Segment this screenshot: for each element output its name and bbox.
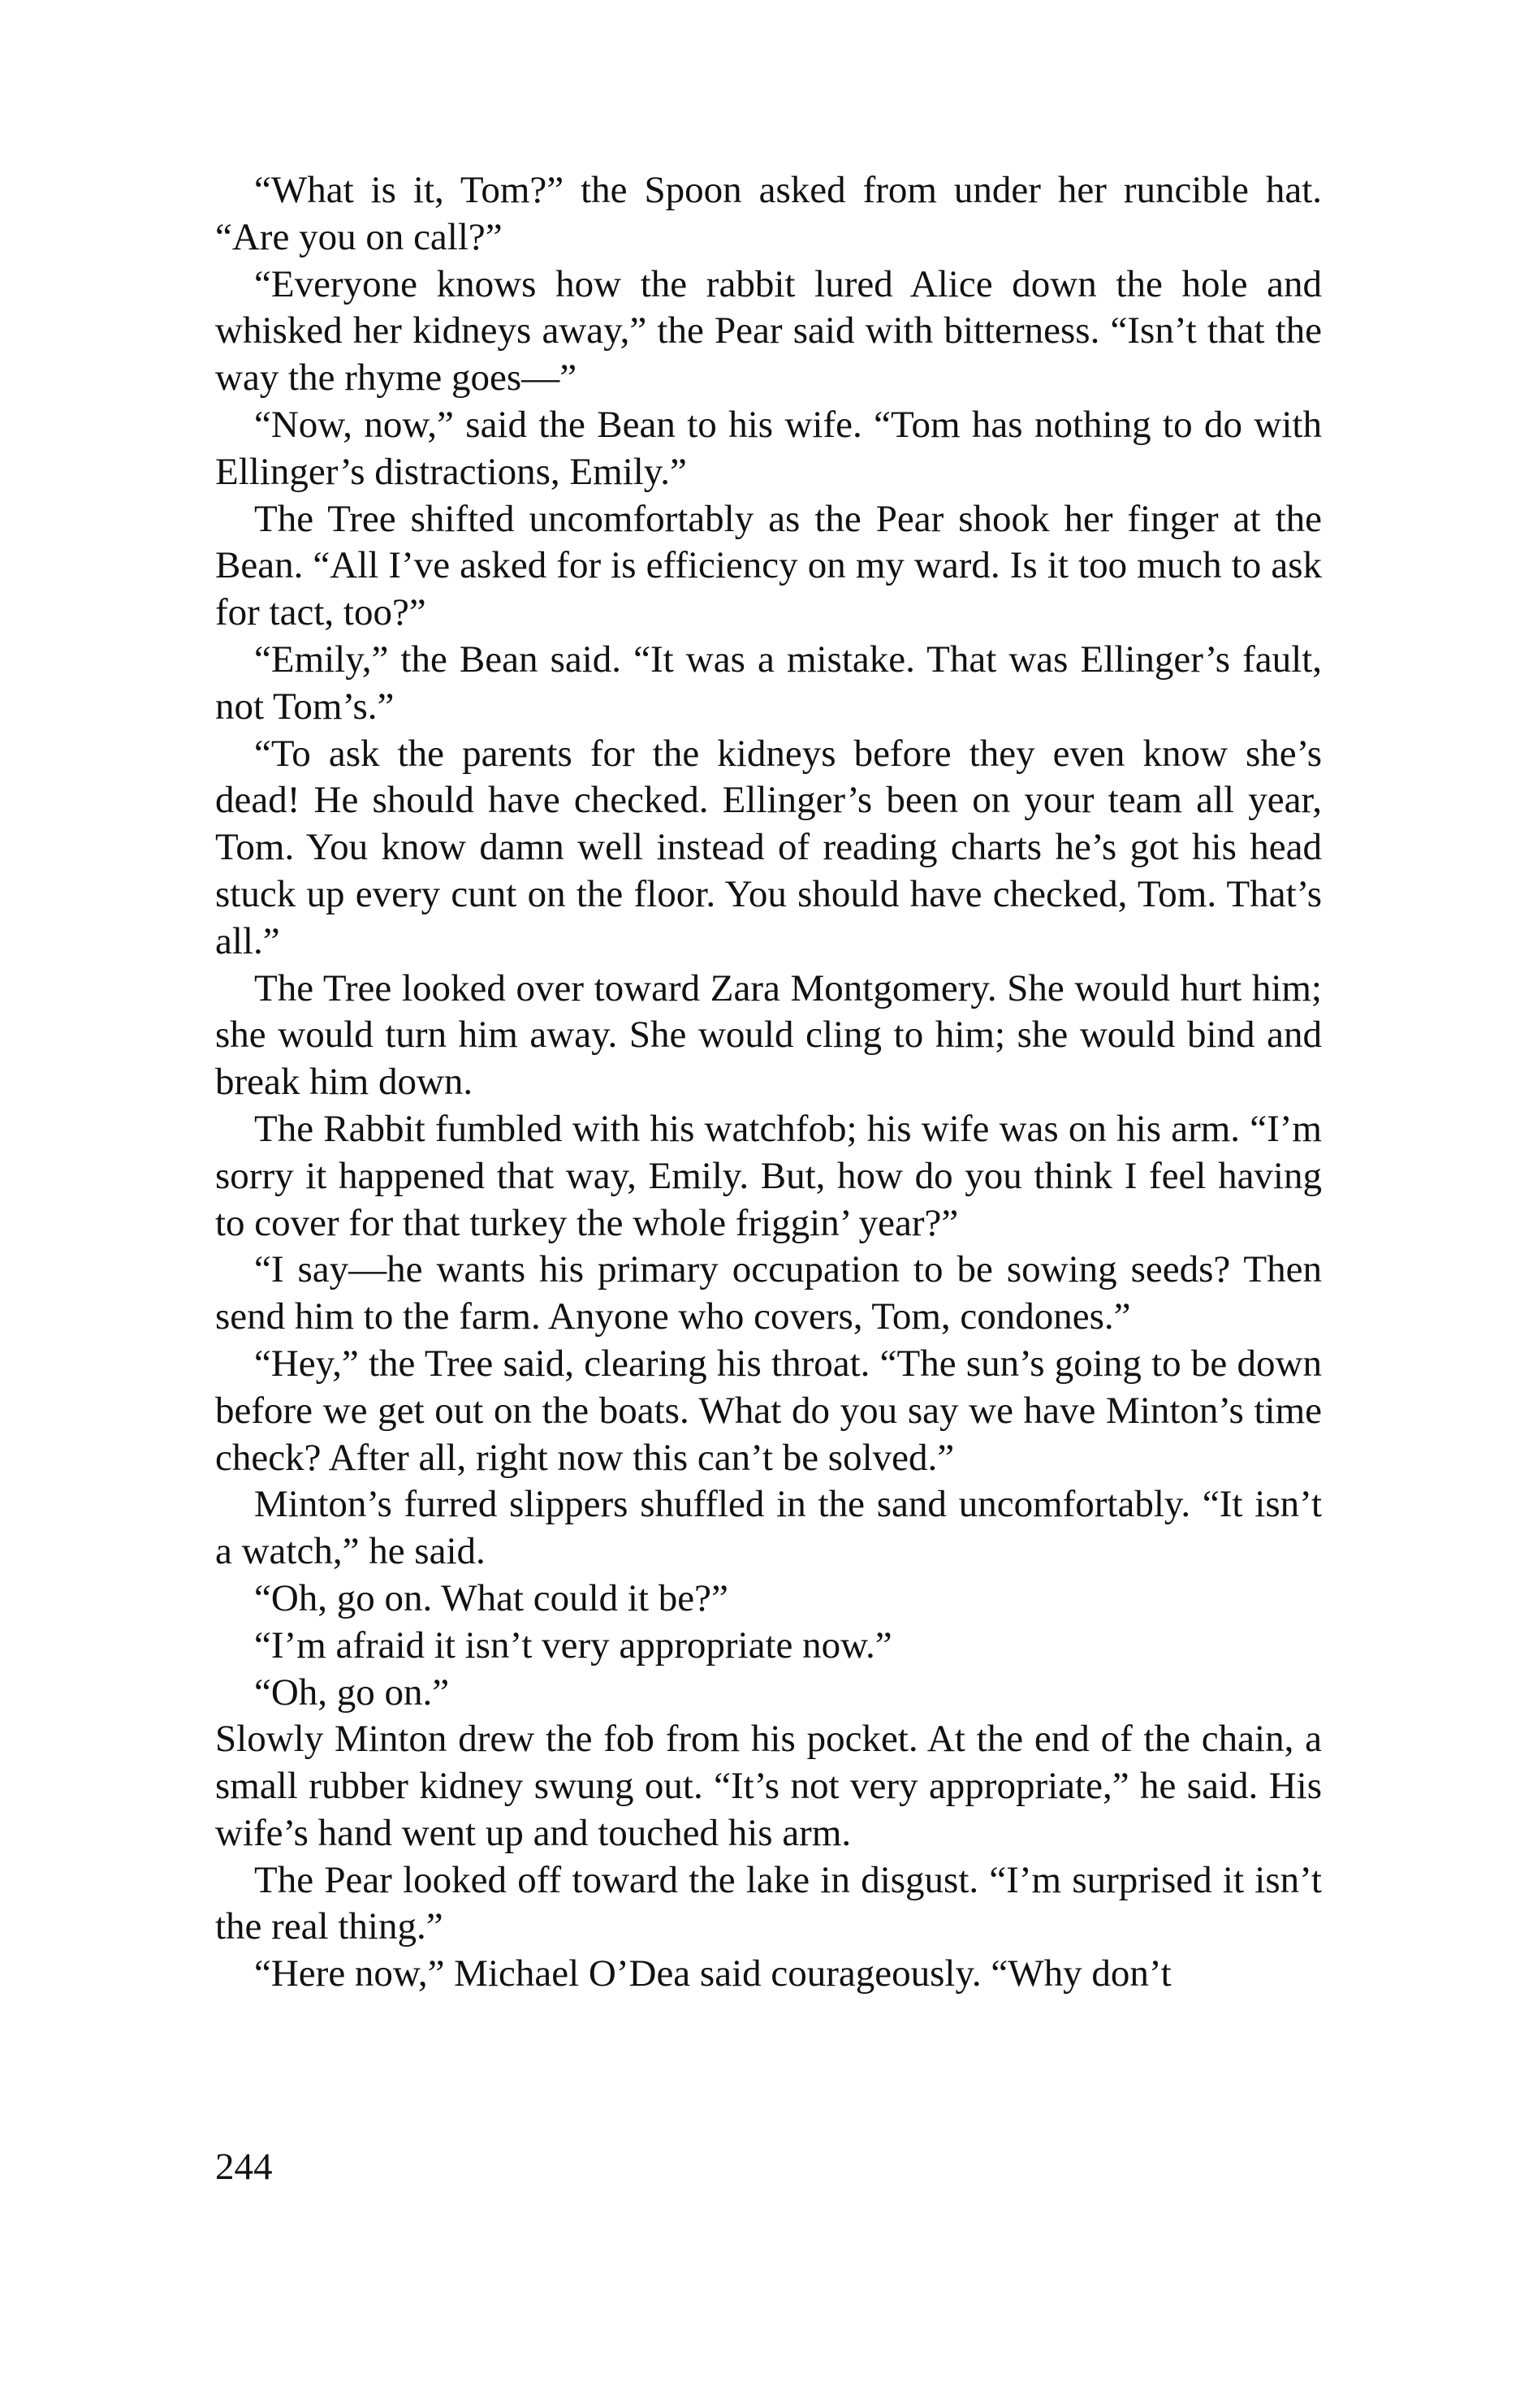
page-number: 244 xyxy=(215,2146,273,2188)
paragraph: “Hey,” the Tree said, clearing his throat. “The sun’s going to be down before we get out on the boats. What do you say we have Minton’s time check? After all, right now this can’t be solved.” xyxy=(215,1342,1322,1479)
paragraph: “Now, now,” said the Bean to his wife. “Tom has nothing to do with Ellinger’s distractions, Emily.” xyxy=(215,403,1322,493)
paragraph: The Rabbit fumbled with his watchfob; his wife was on his arm. “I’m sorry it happened that way, Emily. But, how do you think I feel having to cover for that turkey the whole friggin’ year?” xyxy=(215,1107,1322,1244)
paragraph: “To ask the parents for the kidneys before they even know she’s dead! He should have checked. Ellinger’s been on your team all year, Tom. You know damn well instead of reading charts he’s got his head stuck up every cunt on the floor. You should have checked, Tom. That’s all.” xyxy=(215,732,1322,962)
body-text xyxy=(215,167,1322,1998)
paragraph: The Tree looked over toward Zara Montgomery. She would hurt him; she would turn him away. She would cling to him; she would bind and break him down. xyxy=(215,966,1322,1104)
paragraph: The Tree shifted uncomfortably as the Pear shook her finger at the Bean. “All I’ve asked for is efficiency on my ward. Is it too much to ask for tact, too?” xyxy=(215,497,1322,634)
paragraph: “Here now,” Michael O’Dea said courageously. “Why don’t xyxy=(254,1952,1172,1995)
paragraph: “Oh, go on.” xyxy=(254,1671,450,1714)
paragraph: Minton’s furred slippers shuffled in the sand uncomfortably. “It isn’t a watch,” he said. xyxy=(215,1483,1322,1573)
paragraph: “Oh, go on. What could it be?” xyxy=(254,1576,728,1619)
paragraph: “What is it, Tom?” the Spoon asked from under her runcible hat. “Are you on call?” xyxy=(215,169,1322,258)
paragraph: “Emily,” the Bean said. “It was a mistake. That was Ellinger’s fault, not Tom’s.” xyxy=(215,638,1322,728)
paragraph: “Everyone knows how the rabbit lured Alice down the hole and whisked her kidneys away,” the Pear said with bitterness. “Isn’t that the way the rhyme goes—” xyxy=(215,262,1322,400)
paragraph: Slowly Minton drew the fob from his pocket. At the end of the chain, a small rubber kidney swung out. “It’s not very appropriate,” he said. His wife’s hand went up and touched his arm. xyxy=(215,1718,1322,1854)
paragraph: “I say—he wants his primary occupation to be sowing seeds? Then send him to the farm. Anyone who covers, Tom, condones.” xyxy=(215,1248,1322,1338)
paragraph: The Pear looked off toward the lake in disgust. “I’m surprised it isn’t the real thing.” xyxy=(215,1858,1322,1948)
paragraph: “I’m afraid it isn’t very appropriate now.” xyxy=(254,1623,892,1667)
